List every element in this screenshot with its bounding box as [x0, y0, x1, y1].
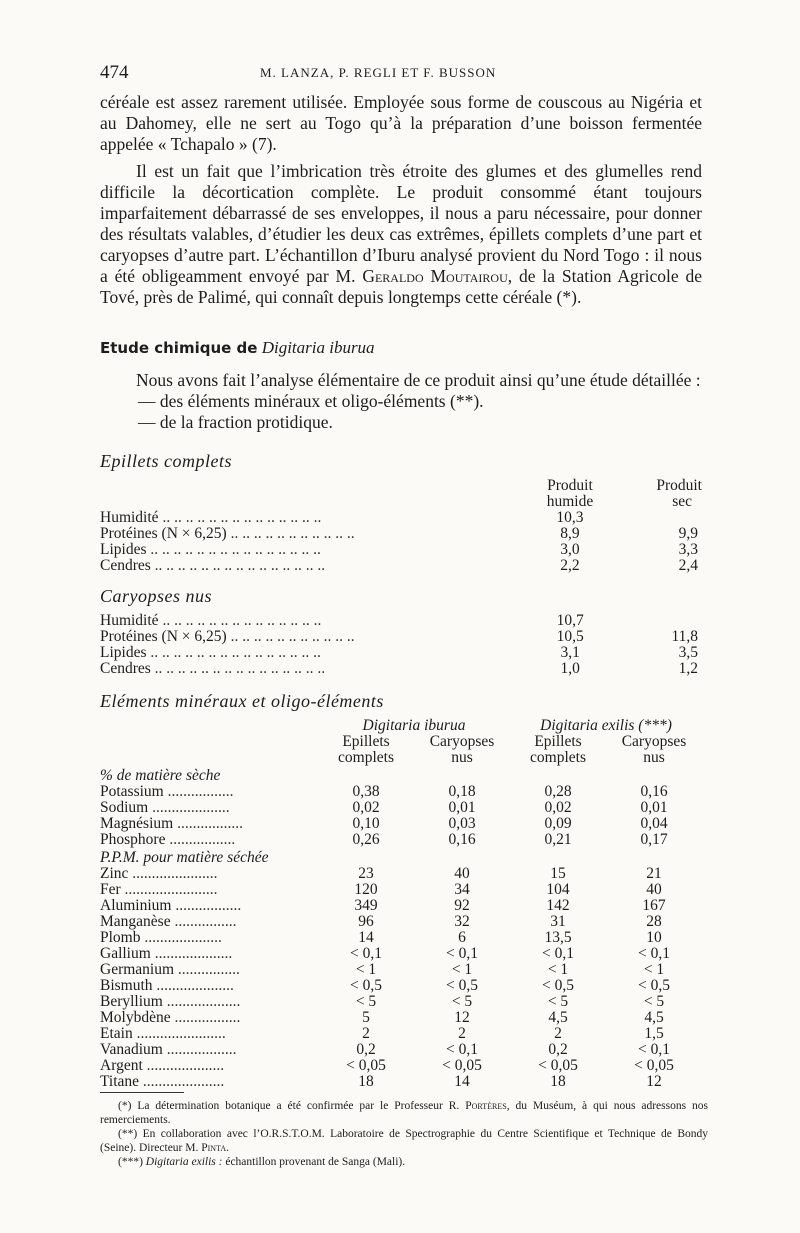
table-row: Magnésium ................. 0,10 0,03 0,09 0,04 [100, 816, 702, 832]
table-row: Plomb .................... 14 6 13,5 10 [100, 930, 702, 946]
col-header-sec: Produit sec [656, 477, 702, 510]
table-cell: < 0,1 [542, 945, 574, 962]
table-row: Humidité .. .. .. .. .. .. .. .. .. .. .. .. .. .. 10,7 [100, 612, 584, 629]
table-epillets [100, 478, 702, 574]
group-header-iburua: Digitaria iburua [362, 717, 466, 734]
table-cell: 14 [358, 929, 374, 946]
table-cell: 2 [362, 1025, 370, 1042]
footnote-3: (***) Digitaria exilis : échantillon provenant de Sanga (Mali). [118, 1156, 406, 1168]
table-cell: < 1 [355, 961, 377, 978]
table2-title: Caryopses nus [100, 586, 213, 606]
footnote-rule [100, 1092, 184, 1093]
table-cell: 23 [358, 865, 374, 882]
section-label: % de matière sèche [100, 767, 221, 784]
table-row: Potassium ................. 0,38 0,18 0,28 0,16 [100, 784, 702, 800]
col-header: Caryopses nus [621, 733, 687, 766]
table-cell: 0,21 [544, 831, 572, 848]
table-cell: < 0,5 [638, 977, 670, 994]
table-cell: 0,01 [640, 799, 668, 816]
table-cell: 28 [646, 913, 662, 930]
page-header [100, 60, 702, 86]
footnotes [100, 1092, 708, 1169]
col-header: Epillets complets [338, 733, 394, 766]
paragraph-3: Nous avons fait l’analyse élémentaire de ce produit ainsi qu’une étude détaillée : [136, 370, 701, 390]
table-cell: < 0,1 [350, 945, 382, 962]
table-cell: 0,38 [352, 783, 380, 800]
table-cell: 40 [646, 881, 662, 898]
table1-title: Epillets complets [100, 451, 232, 471]
table-row: Molybdène ................. 5 12 4,5 4,5 [100, 1010, 702, 1026]
table-cell: < 5 [451, 993, 473, 1010]
table-cell: < 5 [643, 993, 665, 1010]
table-row: Etain ....................... 2 2 2 1,5 [100, 1026, 702, 1042]
table-row: Lipides .. .. .. .. .. .. .. .. .. .. .. .. .. .. .. 3,1 3,5 [100, 644, 698, 661]
table-caryopses [100, 613, 702, 677]
table-cell: < 0,05 [538, 1057, 578, 1074]
table-cell: 0,17 [640, 831, 668, 848]
table-row: Germanium ................ < 1 < 1 < 1 < 1 [100, 962, 702, 978]
table-row: Cendres .. .. .. .. .. .. .. .. .. .. .. .. .. .. .. 1,0 1,2 [100, 660, 698, 677]
table-cell: 96 [358, 913, 374, 930]
table-cell: 0,16 [640, 783, 668, 800]
table-cell: 167 [642, 897, 666, 914]
table-cell: 32 [454, 913, 470, 930]
col-header: Epillets complets [530, 733, 586, 766]
table-cell: 0,18 [448, 783, 476, 800]
table-cell: < 1 [547, 961, 569, 978]
table-row: Protéines (N × 6,25) .. .. .. .. .. .. .. .. .. .. .. 10,5 11,8 [100, 628, 698, 645]
table-cell: < 0,1 [446, 1041, 478, 1058]
table-cell: 12 [454, 1009, 470, 1026]
table-row: Aluminium ................. 349 92 142 167 [100, 898, 702, 914]
table-row: Sodium .................... 0,02 0,01 0,02 0,01 [100, 800, 702, 816]
table-cell: 10 [646, 929, 662, 946]
author-name: Geraldo Moutairou [362, 266, 508, 286]
dash-item-2: — de la fraction protidique. [138, 412, 333, 432]
section-heading: Etude chimique de Digitaria iburua [100, 338, 375, 357]
table-cell: 0,02 [352, 799, 380, 816]
table-cell: < 0,1 [446, 945, 478, 962]
footnote-1: (*) La détermination botanique a été confirmée par le Professeur R. Portères, du Muséum, à qui nous adressons nos remerciements. [100, 1100, 708, 1126]
table-cell: < 0,05 [634, 1057, 674, 1074]
table-cell: < 0,1 [638, 945, 670, 962]
table-cell: 0,26 [352, 831, 380, 848]
table-cell: 1,5 [644, 1025, 664, 1042]
table-cell: 18 [358, 1073, 374, 1090]
table-cell: < 1 [451, 961, 473, 978]
table-cell: 0,04 [640, 815, 668, 832]
table-row: Argent .................... < 0,05 < 0,05 < 0,05 < 0,05 [100, 1058, 702, 1074]
table-cell: < 5 [547, 993, 569, 1010]
table-cell: < 0,1 [638, 1041, 670, 1058]
section-label: P.P.M. pour matière séchée [100, 849, 269, 866]
table-cell: 15 [550, 865, 566, 882]
table-cell: 2 [458, 1025, 466, 1042]
table-cell: 14 [454, 1073, 470, 1090]
table-cell: 2 [554, 1025, 562, 1042]
table-cell: 0,2 [356, 1041, 376, 1058]
table-cell: 0,2 [548, 1041, 568, 1058]
table-cell: 0,10 [352, 815, 380, 832]
table-row: Gallium .................... < 0,1 < 0,1 < 0,1 < 0,1 [100, 946, 702, 962]
paragraph-2: Il est un fait que l’imbrication très étroite des glumes et des glumelles rend difficile la décortication complète. Le produit consommé étant toujours imparfaitement débarrassé de ses enveloppes, il nous a paru nécessaire, pour donner des résultats valables, d’étudier les deux cas extrêmes, épillets complets d’une part et caryopses d’autre part. L’échantillon d’Iburu analysé provient du Nord Togo : il nous a été obligeamment envoyé par M. Geraldo Moutairou, de la Station Agricole de Tové, près de Palimé, qui connaît depuis longtemps cette céréale (*). [100, 161, 703, 307]
table-row: Beryllium ................... < 5 < 5 < 5 < 5 [100, 994, 702, 1010]
table-cell: 18 [550, 1073, 566, 1090]
table-cell: 6 [458, 929, 466, 946]
table-cell: 0,16 [448, 831, 476, 848]
page-number: 474 [100, 62, 129, 83]
table-cell: 0,01 [448, 799, 476, 816]
table-mineraux [100, 718, 702, 1090]
table-cell: 40 [454, 865, 470, 882]
table-cell: 34 [454, 881, 470, 898]
table-row: Lipides .. .. .. .. .. .. .. .. .. .. .. .. .. .. .. 3,0 3,3 [100, 541, 698, 558]
table-cell: < 0,05 [442, 1057, 482, 1074]
table-cell: 13,5 [544, 929, 572, 946]
table3-title: Eléments minéraux et oligo-éléments [100, 691, 384, 711]
col-header: Caryopses nus [429, 733, 495, 766]
table-cell: 0,02 [544, 799, 572, 816]
table-cell: 142 [546, 897, 570, 914]
table-cell: < 0,5 [446, 977, 478, 994]
table-cell: 104 [546, 881, 570, 898]
table-row: Phosphore ................. 0,26 0,16 0,21 0,17 [100, 832, 702, 848]
footnote-2: (**) En collaboration avec l’O.R.S.T.O.M. Laboratoire de Spectrographie du Centre Scientifique et Technique de Bondy (Seine). Directeur M. Pinta. [100, 1128, 708, 1154]
table-cell: 0,28 [544, 783, 572, 800]
table-row: Zinc ...................... 23 40 15 21 [100, 866, 702, 882]
table-cell: 31 [550, 913, 566, 930]
group-header-exilis: Digitaria exilis (***) [540, 717, 672, 734]
table-row: Manganèse ................ 96 32 31 28 [100, 914, 702, 930]
table-cell: 4,5 [644, 1009, 664, 1026]
table-cell: 21 [646, 865, 662, 882]
table-row: Cendres .. .. .. .. .. .. .. .. .. .. .. .. .. .. .. 2,2 2,4 [100, 557, 698, 574]
table-cell: 12 [646, 1073, 662, 1090]
table-cell: < 5 [355, 993, 377, 1010]
table-row: Humidité .. .. .. .. .. .. .. .. .. .. .. .. .. .. 10,3 [100, 509, 584, 526]
table-cell: 120 [354, 881, 378, 898]
paragraph-1: céréale est assez rarement utilisée. Employée sous forme de couscous au Nigéria et au Dahomey, elle ne sert au Togo qu’à la préparation d’une boisson fermentée appelée « Tchapalo » (7). [100, 92, 702, 154]
table-cell: 4,5 [548, 1009, 568, 1026]
table-cell: 92 [454, 897, 470, 914]
table-row: Titane ..................... 18 14 18 12 [100, 1074, 702, 1090]
table-row: Fer ........................ 120 34 104 40 [100, 882, 702, 898]
table-cell: 5 [362, 1009, 370, 1026]
col-header-humide: Produit humide [546, 477, 594, 510]
table-cell: < 0,5 [542, 977, 574, 994]
table-cell: 0,03 [448, 815, 476, 832]
table-cell: 0,09 [544, 815, 572, 832]
table-row: Vanadium .................. 0,2 < 0,1 0,2 < 0,1 [100, 1042, 702, 1058]
table-cell: < 0,05 [346, 1057, 386, 1074]
running-title: M. LANZA, P. REGLI ET F. BUSSON [260, 65, 497, 80]
table-cell: < 0,5 [350, 977, 382, 994]
table-row: Bismuth .................... < 0,5 < 0,5 < 0,5 < 0,5 [100, 978, 702, 994]
page [100, 60, 702, 1090]
table-cell: 349 [354, 897, 378, 914]
dash-item-1: — des éléments minéraux et oligo-éléments (**). [138, 391, 484, 411]
table-row: Protéines (N × 6,25) .. .. .. .. .. .. .. .. .. .. .. 8,9 9,9 [100, 525, 698, 542]
table-cell: < 1 [643, 961, 665, 978]
